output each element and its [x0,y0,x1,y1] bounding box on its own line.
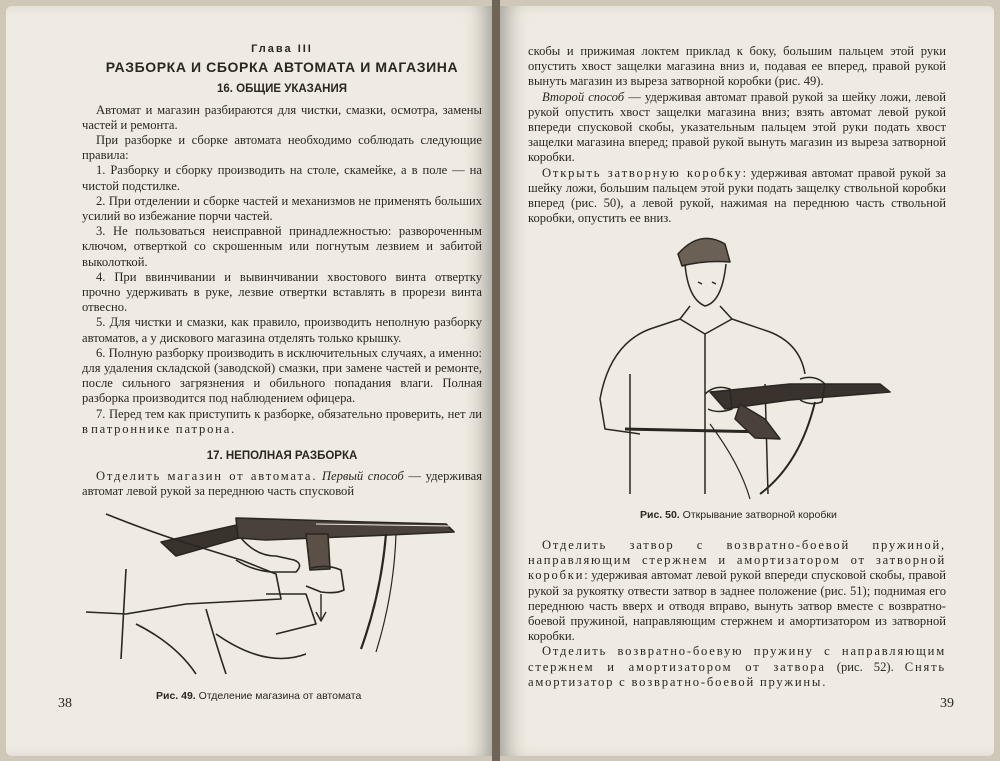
figure-50-caption [640,509,837,521]
rule-3: 3. Не пользоваться неисправной принадлежностью: развороченным ключом, отверткой со скрошенным или погнутым лезвием и забитой выколоткой. [82,224,482,269]
rule-7 [82,407,482,437]
chapter-title: РАЗБОРКА И СБОРКА АВТОМАТА И МАГАЗИНА [105,59,459,76]
first-method-label: Первый способ [321,469,404,484]
rule-2: 2. При отделении и сборке частей и механизмов не применять больших усилий во избежание порчи частей. [82,193,482,224]
figure-49-caption [156,690,361,702]
open-receiver-text: : удерживая автомат правой рукой за шейку ложи, большим пальцем этой руки подать защелку ствольной коробки вперед (рис. 50), а левой рукой, нажимая на переднюю часть ствольной коробки, опустить ее вниз. [528,165,946,226]
figure-49-number: Рис. 49. [156,690,196,702]
section-16-heading: 16. ОБЩИЕ УКАЗАНИЯ [216,83,348,96]
paragraph-separate-bolt [528,538,946,644]
left-text-column [82,36,482,500]
rule-1: 1. Разборку и сборку производить на столе, скамейке, а в поле — на чистой подстилке. [82,163,482,193]
rule-4: 4. При ввинчивании и вывинчивании хвостового винта отвертку прочно удерживать в руке, лезвие отвертки вставлять в прорези винта отвесно. [82,269,482,315]
open-receiver-lead: Открыть затворную коробку [542,165,743,180]
rule-6: 6. Полную разборку производить в исключительных случаях, а именно: для удаления складской (заводской) смазки, при замене частей и ремонте, после сильного загрязнения и обильного попадания влаги. Полная разборка производится под наблюдением офицера. [82,345,482,406]
figure-50-number: Рис. 50. [640,509,680,521]
second-method-label: Второй способ [542,89,625,104]
paragraph-intro: Автомат и магазин разбираются для чистки, смазки, осмотра, замены частей и ремонта. [82,102,482,132]
separate-magazine-text: — удерживая автомат левой рукой за переднюю часть спусковой [82,469,482,499]
figure-49-title: Отделение магазина от автомата [198,690,362,702]
right-page [500,6,994,756]
right-text-column-top [528,44,946,226]
figure-50-illustration [590,224,900,504]
separate-magazine-lead: Отделить магазин от автомата. [96,469,318,484]
rule-5: 5. Для чистки и смазки, как правило, производить неполную разборку автоматов, а у дискового магазина отделять только крышку. [82,315,482,345]
right-text-column-bottom [528,538,946,690]
separate-bolt-text: : удерживая автомат левой рукой впереди спусковой скобы, правой рукой за рукоятку отвести затвор в заднее положение (рис. 51); поднимая его переднюю часть вверх и отводя вправо, вынуть затвор вместе с возвратно-боевой пружиной, направляющим стержнем и амортизатором из затворной коробки. [528,568,946,644]
page-number-right: 39 [940,696,954,711]
chapter-label: Глава III [251,43,313,55]
section-17-heading: 17. НЕПОЛНАЯ РАЗБОРКА [206,450,358,463]
second-method-text: — удерживая автомат правой рукой за шейку ложи, левой рукой опустить хвост защелки магазина вниз; взять автомат левой рукой впереди спусковой скобы, указательным пальцем этой руки подать хвост защелки магазина вперед; правой рукой вынуть магазин из выреза затворной коробки. [528,89,946,165]
paragraph-second-method [528,90,946,166]
separate-spring-ref: (рис. 52). [825,659,905,674]
separate-bolt-lead: Отделить затвор с возвратно-боевой пружиной, направляющим стержнем и амортизатором от затворной коробки [528,538,946,583]
paragraph-open-receiver [528,166,946,227]
rule-7-end: . [231,421,235,436]
paragraph-separate-spring [528,644,946,690]
rule-7-text: 7. Перед тем как приступить к разборке, обязательно проверить, нет ли в [82,406,482,436]
figure-49-illustration [66,494,476,684]
figure-50-title: Открывание затворной коробки [682,509,837,521]
separate-spring-lead: Отделить возвратно-боевую пружину с направляющим стержнем и амортизатором от затвора [528,644,946,674]
left-page [6,6,492,756]
book-gutter [492,0,500,761]
paragraph-first-method-cont: скобы и прижимая локтем приклад к боку, большим пальцем этой руки опустить хвост защелки магазина вниз и, подавая ее вперед, правой рукой вынуть магазин из выреза затворной коробки (рис. 49). [528,44,946,89]
paragraph-rules-intro: При разборке и сборке автомата необходимо соблюдать следующие правила: [82,133,482,163]
rule-7-emphasis: патроннике патрона [91,421,232,436]
remove-buffer-text: Снять амортизатор с возвратно-боевой пружины. [528,659,946,689]
page-number-left: 38 [58,696,72,711]
